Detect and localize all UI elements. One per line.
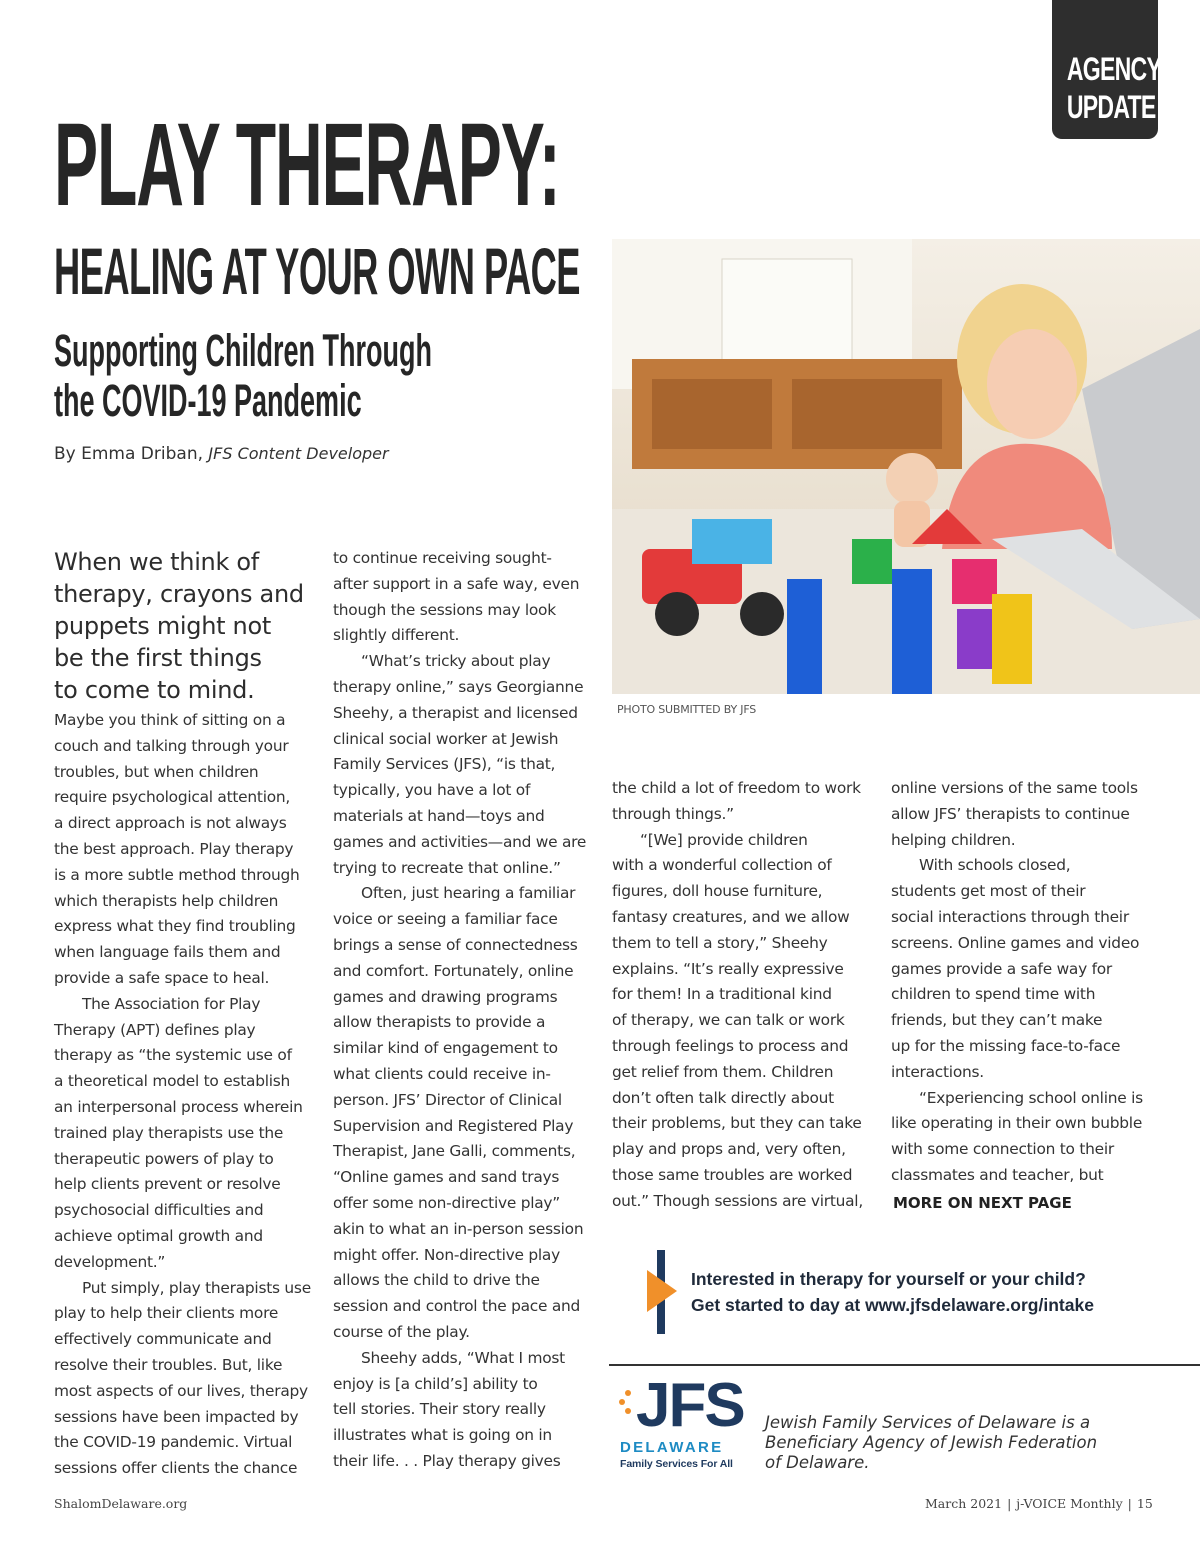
paragraph: Put simply, play therapists use play to help their clients more effectively communicate and resolve their troubles. But, like most aspects of our lives, therapy sessions have been impacted by the COVID-19 pandemic. Virtual sessions offer clients the chance [54,1278,311,1478]
footer-issue: March 2021 | j-VOICE Monthly | 15 [925,1496,1153,1511]
beneficiary-note: Jewish Family Services of Delaware is a Beneficiary Agency of Jewish Federation of Delaware. [765,1413,1098,1472]
article-column-4 [891,776,1161,1217]
jfs-logo-tagline: Family Services For All [620,1458,733,1470]
play-arrow-icon [647,1270,677,1312]
footer-date: March 2021 [925,1496,1003,1511]
paragraph: The Association for Play Therapy (APT) defines play therapy as “the systemic use of a theoretical model to establish an interpersonal process wherein trained play therapists use the therapeutic powers of play to help clients prevent or resolve psychosocial difficulties and achieve optimal growth and development.” [54,994,303,1271]
article-column-3 [612,776,878,1215]
intake-callout[interactable]: Interested in therapy for yourself or your child? Get started to day at www.jfsdelaware.org/intake [691,1269,1094,1315]
article-column-1 [54,546,312,1482]
paragraph: “What’s tricky about play therapy online,” says Georgianne Sheehy, a therapist and licensed clinical social worker at Jewish Family Services (JFS), “is that, typically, you have a lot of materials at hand—toys and games and activities—and we are trying to recreate that online.” [333,652,587,877]
paragraph: Maybe you think of sitting on a couch and talking through your troubles, but when children require psychological attention, a direct approach is not always the best approach. Play therapy is a more subtle method through which therapists help children express what they find troubling when language fails them and provide a safe space to heal. [54,711,300,987]
tab-line-2: UPDATE [1066,89,1156,125]
page-number: 15 [1136,1496,1153,1511]
agency-update-tab [1052,0,1162,139]
paragraph: “Experiencing school online is like operating in their own bubble with some connection to their classmates and teacher, but [891,1088,1143,1184]
dek-line-2: the COVID-19 Pandemic [54,375,362,426]
article-subtitle: HEALING AT YOUR OWN PACE [54,234,580,308]
paragraph: to continue receiving sought- after support in a safe way, even though the sessions may look slightly different. [333,549,580,645]
divider [609,1364,1200,1366]
article-photo [612,239,1200,694]
footer-publication: j-VOICE Monthly [1016,1496,1123,1511]
article-dek [54,326,432,426]
paragraph: Often, just hearing a familiar voice or seeing a familiar face brings a sense of connectedness and comfort. Fortunately, online games and drawing programs allow therapists to provide a similar kind of engagement to what clients could receive in- person. JFS’ Director of Clinical Supervision and Registered Play Therapist, Jane Galli, comments, “Online games and sand trays offer some non-directive play” akin to what an in-person session might offer. Non-directive play allows the child to drive the session and control the pace and course of the play. [333,884,584,1341]
jfs-logo: JFS [636,1371,744,1440]
logo-dots-icon [616,1388,634,1428]
child-playing-photo [612,239,1200,694]
paragraph: With schools closed, students get most of their social interactions through their screens. Online games and video games provide a safe way for children to spend time with friends, but they can’t make up for the missing face-to-face interactions. [891,856,1140,1081]
paragraph: the child a lot of freedom to work through things.” [612,779,861,823]
paragraph: online versions of the same tools allow JFS’ therapists to continue helping children. [891,779,1138,849]
byline-author: By Emma Driban, [54,444,209,464]
byline-role: JFS Content Developer [208,444,389,463]
article-column-2 [333,546,595,1475]
article-lede: When we think of therapy, crayons and puppets might not be the first things to come to mind. [54,548,304,704]
continued-on-next-page: MORE ON NEXT PAGE [893,1193,1072,1212]
article-title: PLAY THERAPY: [54,99,560,231]
photo-credit: PHOTO SUBMITTED BY JFS [617,703,757,716]
paragraph: “[We] provide children with a wonderful collection of figures, doll house furniture, fantasy creatures, and we allow them to tell a story,” Sheehy explains. “It’s really expressive for them! In a traditional kind of therapy, we can talk or work through feelings to process and get relief from them. Children don’t often talk directly about their problems, but they can take play and props and, very often, those same troubles are worked out.” Though sessions are virtual, [612,830,863,1210]
tab-line-1: AGENCY [1066,51,1162,87]
jfs-logo-state: DELAWARE [620,1439,724,1456]
paragraph: Sheehy adds, “What I most enjoy is [a child’s] ability to tell stories. Their story really illustrates what is going on in their life. . . Play therapy gives [333,1348,565,1470]
footer-site: ShalomDelaware.org [54,1496,188,1511]
dek-line-1: Supporting Children Through [54,325,432,376]
byline [54,444,389,464]
